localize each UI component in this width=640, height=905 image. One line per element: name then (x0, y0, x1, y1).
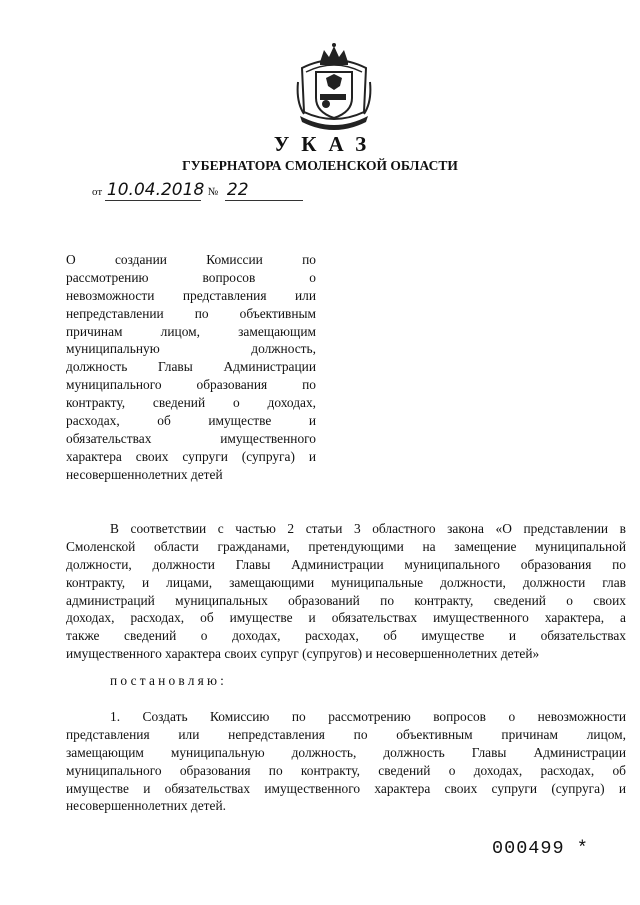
summary-line: рассмотрению вопросов о (66, 269, 316, 285)
summary-line: контракту, сведений о доходах, (66, 395, 316, 411)
preamble-paragraph (66, 520, 626, 663)
paragraph-line: замещающим муниципальную должность, должность Главы Администрации (66, 744, 626, 760)
summary-line: расходах, об имуществе и (66, 413, 316, 429)
summary-line: О создании Комиссии по (66, 252, 316, 267)
summary-line: несовершеннолетних детей (66, 466, 223, 482)
summary-line: причинам лицом, замещающим (66, 323, 316, 339)
summary-line: муниципального образования по (66, 377, 316, 393)
number-label: № (207, 186, 219, 198)
paragraph-line: несовершеннолетних детей. (66, 798, 226, 814)
paragraph-line: должности, должности Главы Администрации муниципального образования по (66, 556, 626, 572)
decree-summary (66, 251, 316, 484)
paragraph-line: также сведений о доходах, расходах, об имуществе и обязательствах (66, 628, 626, 644)
paragraph-line: Смоленской области гражданами, претендующими на замещение муниципальной (66, 538, 626, 554)
coat-of-arms-emblem (296, 42, 372, 130)
paragraph-line: имуществе и обязательствах имущественного характера своих супруги (супруга) и (66, 780, 626, 796)
serial-number: 000499 * (492, 838, 589, 859)
paragraph-line: В соответствии с частью 2 статьи 3 областного закона «О представлении в (110, 521, 626, 536)
paragraph-line: контракту, и лицами, замещающими муниципальные должности, должности глав (66, 574, 626, 590)
paragraph-line: 1. Создать Комиссию по рассмотрению вопросов о невозможности (110, 709, 626, 724)
summary-line: обязательствах имущественного (66, 430, 316, 446)
summary-line: невозможности представления или (66, 287, 316, 303)
document-title: УКАЗ (273, 132, 379, 156)
decree-word: постановляю: (110, 673, 228, 688)
handwritten-date: 10.04.2018 (106, 180, 205, 200)
paragraph-line: имущественного характера своих супруг (супругов) и несовершеннолетних детей» (66, 646, 540, 662)
from-label: от (92, 186, 103, 198)
paragraph-line: администраций муниципальных образований по контракту, сведений о своих (66, 592, 626, 608)
paragraph-line: муниципального образования по контракту, сведений о доходах, расходах, об (66, 762, 626, 778)
handwritten-number: 22 (225, 180, 303, 201)
summary-line: должность Главы Администрации (66, 359, 316, 375)
document-subtitle: ГУБЕРНАТОРА СМОЛЕНСКОЙ ОБЛАСТИ (182, 158, 458, 173)
paragraph-line: представления или непредставления по объективным причинам лицом, (66, 726, 626, 742)
paragraph-line: доходах, расходах, об имуществе и обязательствах имущественного характера, а (66, 610, 626, 626)
clause-1-paragraph (66, 708, 626, 815)
date-number-line (92, 180, 303, 201)
summary-line: непредставлении по объективным (66, 305, 316, 321)
summary-line: муниципальную должность, (66, 341, 316, 357)
summary-line: характера своих супруги (супруга) и (66, 448, 316, 464)
